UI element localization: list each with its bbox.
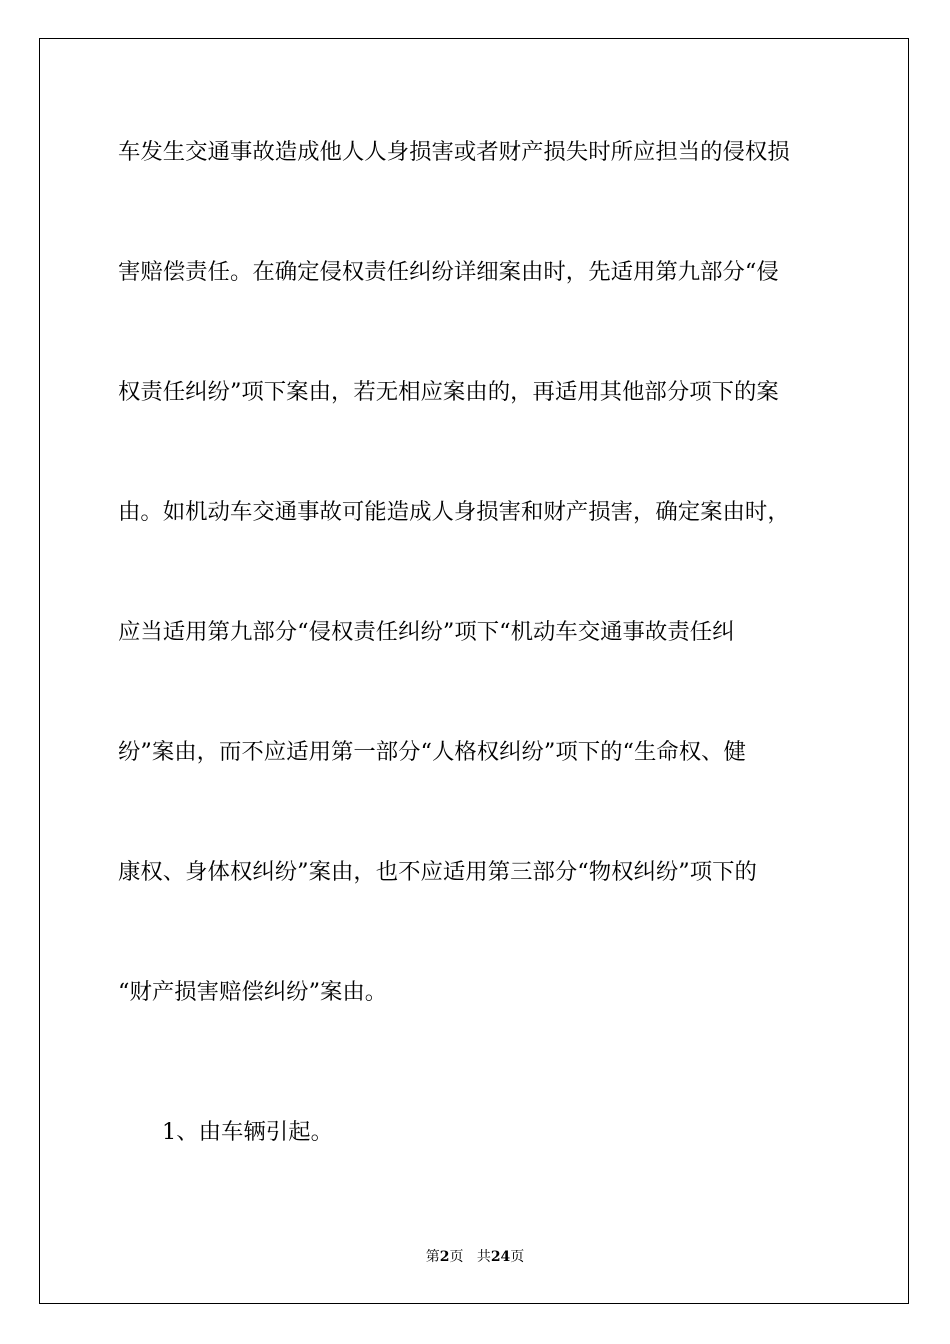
body-text-line: “财产损害赔偿纠纷”案由。 bbox=[118, 979, 388, 1005]
page-border bbox=[39, 38, 909, 1304]
page-prefix: 第 bbox=[425, 1249, 440, 1265]
page-footer bbox=[0, 1246, 950, 1266]
total-suffix: 页 bbox=[510, 1249, 525, 1265]
page-total: 24 bbox=[490, 1249, 511, 1265]
body-text-line: 由。如机动车交通事故可能造成人身损害和财产损害，确定案由时， bbox=[118, 499, 790, 525]
body-text-line: 害赔偿责任。在确定侵权责任纠纷详细案由时，先适用第九部分“侵 bbox=[118, 259, 779, 285]
total-prefix: 共 bbox=[476, 1249, 491, 1265]
body-text-line: 应当适用第九部分“侵权责任纠纷”项下“机动车交通事故责任纠 bbox=[118, 619, 735, 645]
body-text-line: 权责任纠纷”项下案由，若无相应案由的，再适用其他部分项下的案 bbox=[118, 379, 779, 405]
body-text-line: 康权、身体权纠纷”案由，也不应适用第三部分“物权纠纷”项下的 bbox=[118, 859, 757, 885]
body-text-line: 车发生交通事故造成他人人身损害或者财产损失时所应担当的侵权损 bbox=[118, 139, 790, 165]
list-item: 1、由车辆引起。 bbox=[162, 1119, 333, 1145]
body-text-line: 纷”案由，而不应适用第一部分“人格权纠纷”项下的“生命权、健 bbox=[118, 739, 746, 765]
page-current: 2 bbox=[439, 1249, 450, 1265]
page-suffix: 页 bbox=[449, 1249, 464, 1265]
